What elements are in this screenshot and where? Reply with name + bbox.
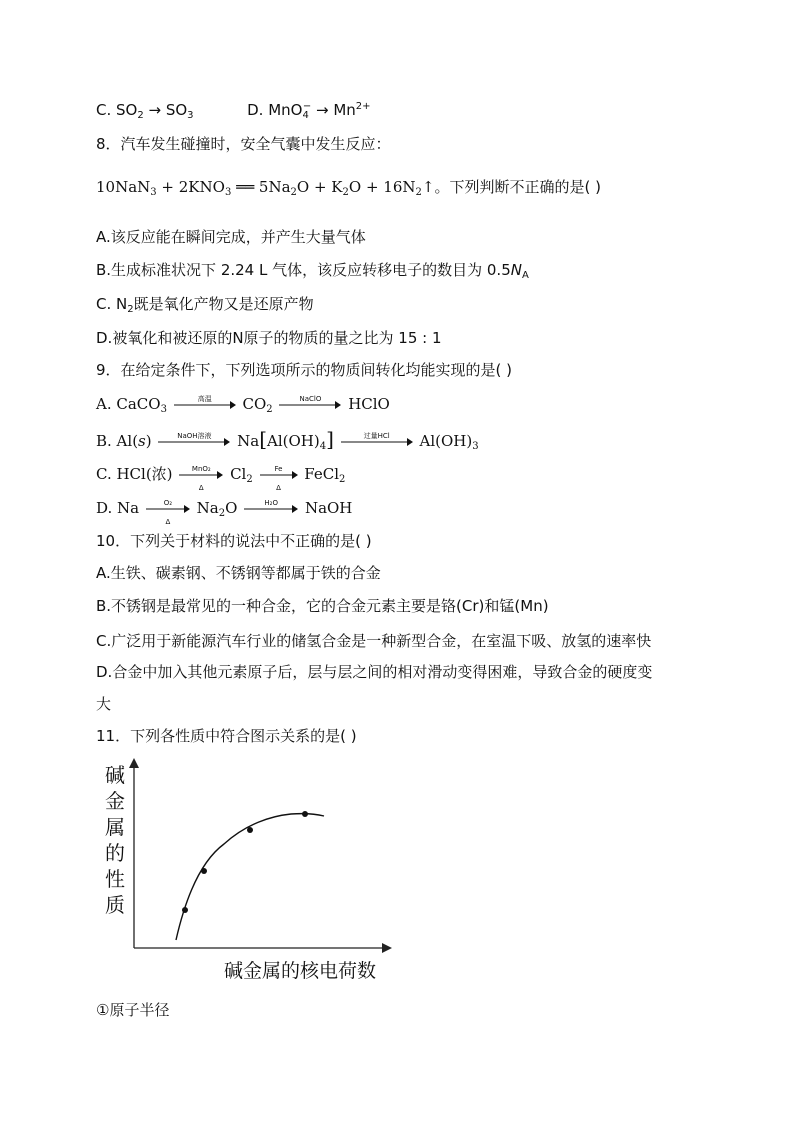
q8-equation-tail: 。下列判断不正确的是( ) [434,178,601,196]
q10-option-b: B.不锈钢是最常见的一种合金，它的合金元素主要是铬(Cr)和锰(Mn) [96,597,549,615]
data-point [302,811,308,817]
q8-option-c: C. $N_2$既是氧化产物又是还原产物 [96,295,314,315]
q11-stem: 11．下列各性质中符合图示关系的是( ) [96,727,357,745]
q8-option-a: A.该反应能在瞬间完成，并产生大量气体 [96,228,366,246]
chart-svg [96,756,396,986]
q9-stem: 9．在给定条件下，下列选项所示的物质间转化均能实现的是( ) [96,361,513,379]
q10-option-d-line1: D.合金中加入其他元素原子后，层与层之间的相对滑动变得困难，导致合金的硬度变 [96,663,653,681]
data-point [247,827,253,833]
x-axis-label: 碱金属的核电荷数 [224,960,377,982]
q9-option-b: B. Al(s) NaOH溶液 $Na[Al(OH)_4]$ 过量HCl $Al(OH)_3$ [96,427,479,452]
q7-option-c: C. $SO_2 \to SO_3$ [96,101,194,121]
q10-option-c: C.广泛用于新能源汽车行业的储氢合金是一种新型合金，在室温下吸、放氢的速率快 [96,632,652,650]
q9-option-d: D. Na O₂ Δ $Na_2O$ H₂O NaOH [96,499,353,526]
q10-option-d-line2: 大 [96,695,112,713]
q10-option-a: A.生铁、碳素钢、不锈钢等都属于铁的合金 [96,564,381,582]
q9-option-a: A. CaCO$_3$ 高温 $CO_2$ NaClO HClO [96,395,390,415]
q7-options [96,97,371,126]
q9-option-c: C. HCl(浓) MnO₂ Δ $Cl_2$ Fe Δ FeCl$_2$ [96,465,346,492]
x-axis-arrow [382,943,392,953]
y-axis-label: 碱金属的性质 [105,763,125,917]
data-point [201,868,207,874]
q11-item-1: ①原子半径 [96,1001,170,1019]
q8-option-d: D.被氧化和被还原的N原子的物质的量之比为 15 : 1 [96,329,442,347]
y-axis-arrow [129,758,139,768]
q11-chart [96,756,396,990]
q8-option-b: B.生成标准状况下 2.24 L 气体，该反应转移电子的数目为 $0.5N_A$ [96,261,529,281]
q8-equation: $10NaN_3 + 2KNO_3$ ══ $5Na_2O + K_2O$ + $16N_2↑$。下列判断不正确的是( ) [96,178,601,198]
q10-stem: 10．下列关于材料的说法中不正确的是( ) [96,532,372,550]
q7-option-d: D. $MnO_4^- \to Mn^{2+}$ [247,101,371,121]
data-point [182,907,188,913]
q8-stem: 8．汽车发生碰撞时，安全气囊中发生反应： [96,135,391,153]
